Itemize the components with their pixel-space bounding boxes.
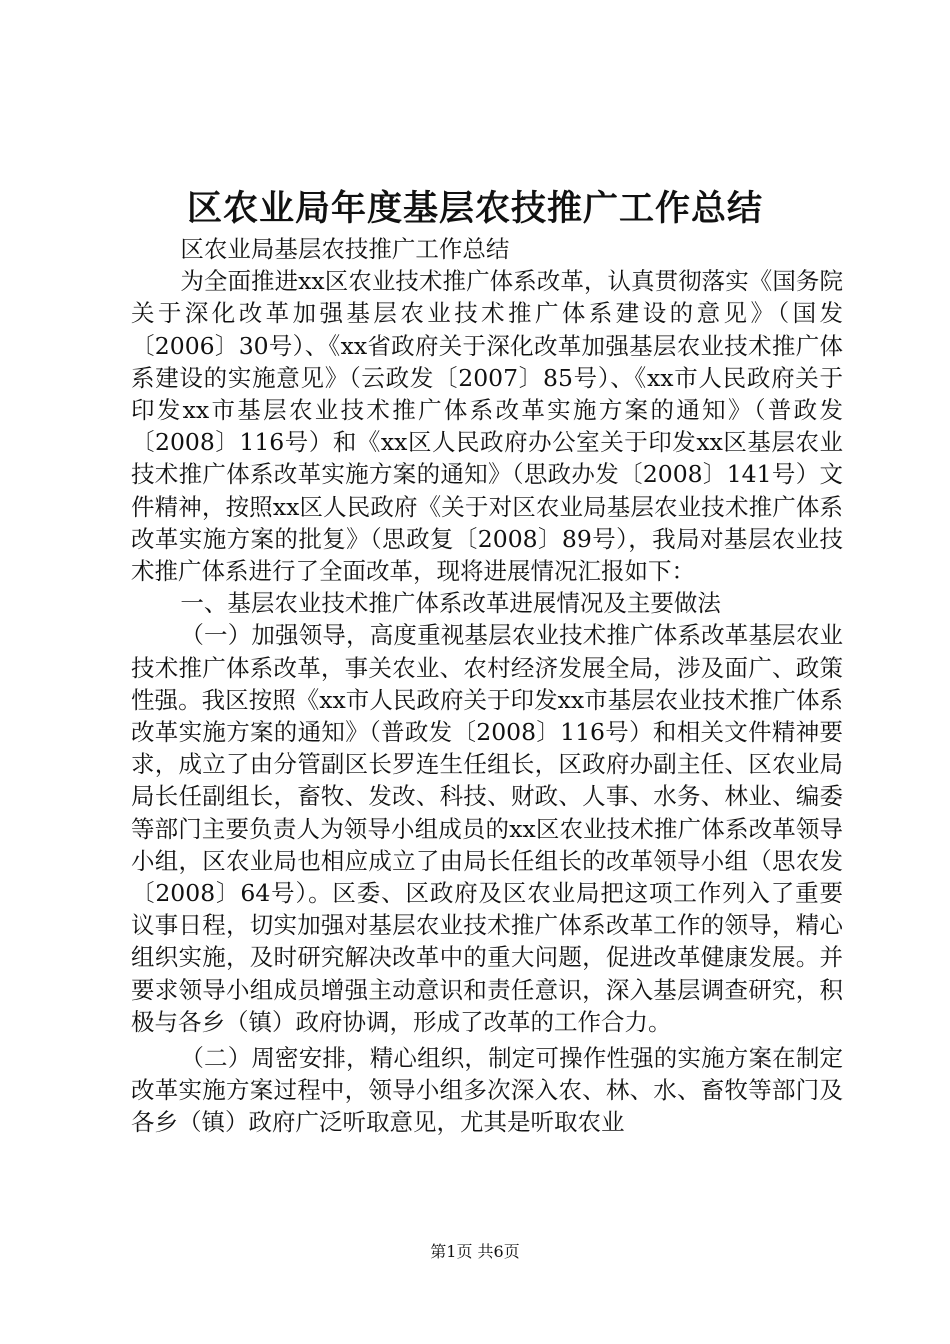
section-heading-1: 一、基层农业技术推广体系改革进展情况及主要做法 [180, 589, 721, 618]
paragraph-section-1-2: （二）周密安排，精心组织，制定可操作性强的实施方案在制定改革实施方案过程中，领导小组多次深入农、林、水、畜牧等部门及各乡（镇）政府广泛听取意见，尤其是听取农业 [131, 1044, 843, 1137]
document-body [131, 233, 843, 1139]
document-subtitle: 区农业局基层农技推广工作总结 [180, 235, 510, 263]
paragraph-section-1-1: （一）加强领导，高度重视基层农业技术推广体系改革基层农业技术推广体系改革，事关农业、农村经济发展全局，涉及面广、政策性强。我区按照《xx市人民政府关于印发xx市基层农业技术推广体系改革实施方案的通知》（普政发〔2008〕116号）和相关文件精神要求，成立了由分管副区长罗连生任组长，区政府办副主任、区农业局局长任副组长，畜牧、发改、科技、财政、人事、水务、林业、编委等部门主要负责人为领导小组成员的xx区农业技术推广体系改革领导小组，区农业局也相应成立了由局长任组长的改革领导小组（思农发〔2008〕64号）。区委、区政府及区农业局把这项工作列入了重要议事日程，切实加强对基层农业技术推广体系改革工作的领导，精心组织实施，及时研究解决改革中的重大问题，促进改革健康发展。并要求领导小组成员增强主动意识和责任意识，深入基层调查研究，积极与各乡（镇）政府协调，形成了改革的工作合力。 [131, 621, 843, 1036]
paragraph-intro: 为全面推进xx区农业技术推广体系改革，认真贯彻落实《国务院关于深化改革加强基层农业技术推广体系建设的意见》（国发〔2006〕30号）、《xx省政府关于深化改革加强基层农业技术推广体系建设的实施意见》（云政发〔2007〕85号）、《xx市人民政府关于印发xx市基层农业技术推广体系改革实施方案的通知》（普政发〔2008〕116号）和《xx区人民政府办公室关于印发xx区基层农业技术推广体系改革实施方案的通知》（思政办发〔2008〕141号）文件精神，按照xx区人民政府《关于对区农业局基层农业技术推广体系改革实施方案的批复》（思政复〔2008〕89号），我局对基层农业技术推广体系进行了全面改革，现将进展情况汇报如下： [131, 267, 844, 586]
page-footer: 第1页 共6页 [430, 1242, 520, 1261]
document-title: 区农业局年度基层农技推广工作总结 [186, 188, 763, 229]
